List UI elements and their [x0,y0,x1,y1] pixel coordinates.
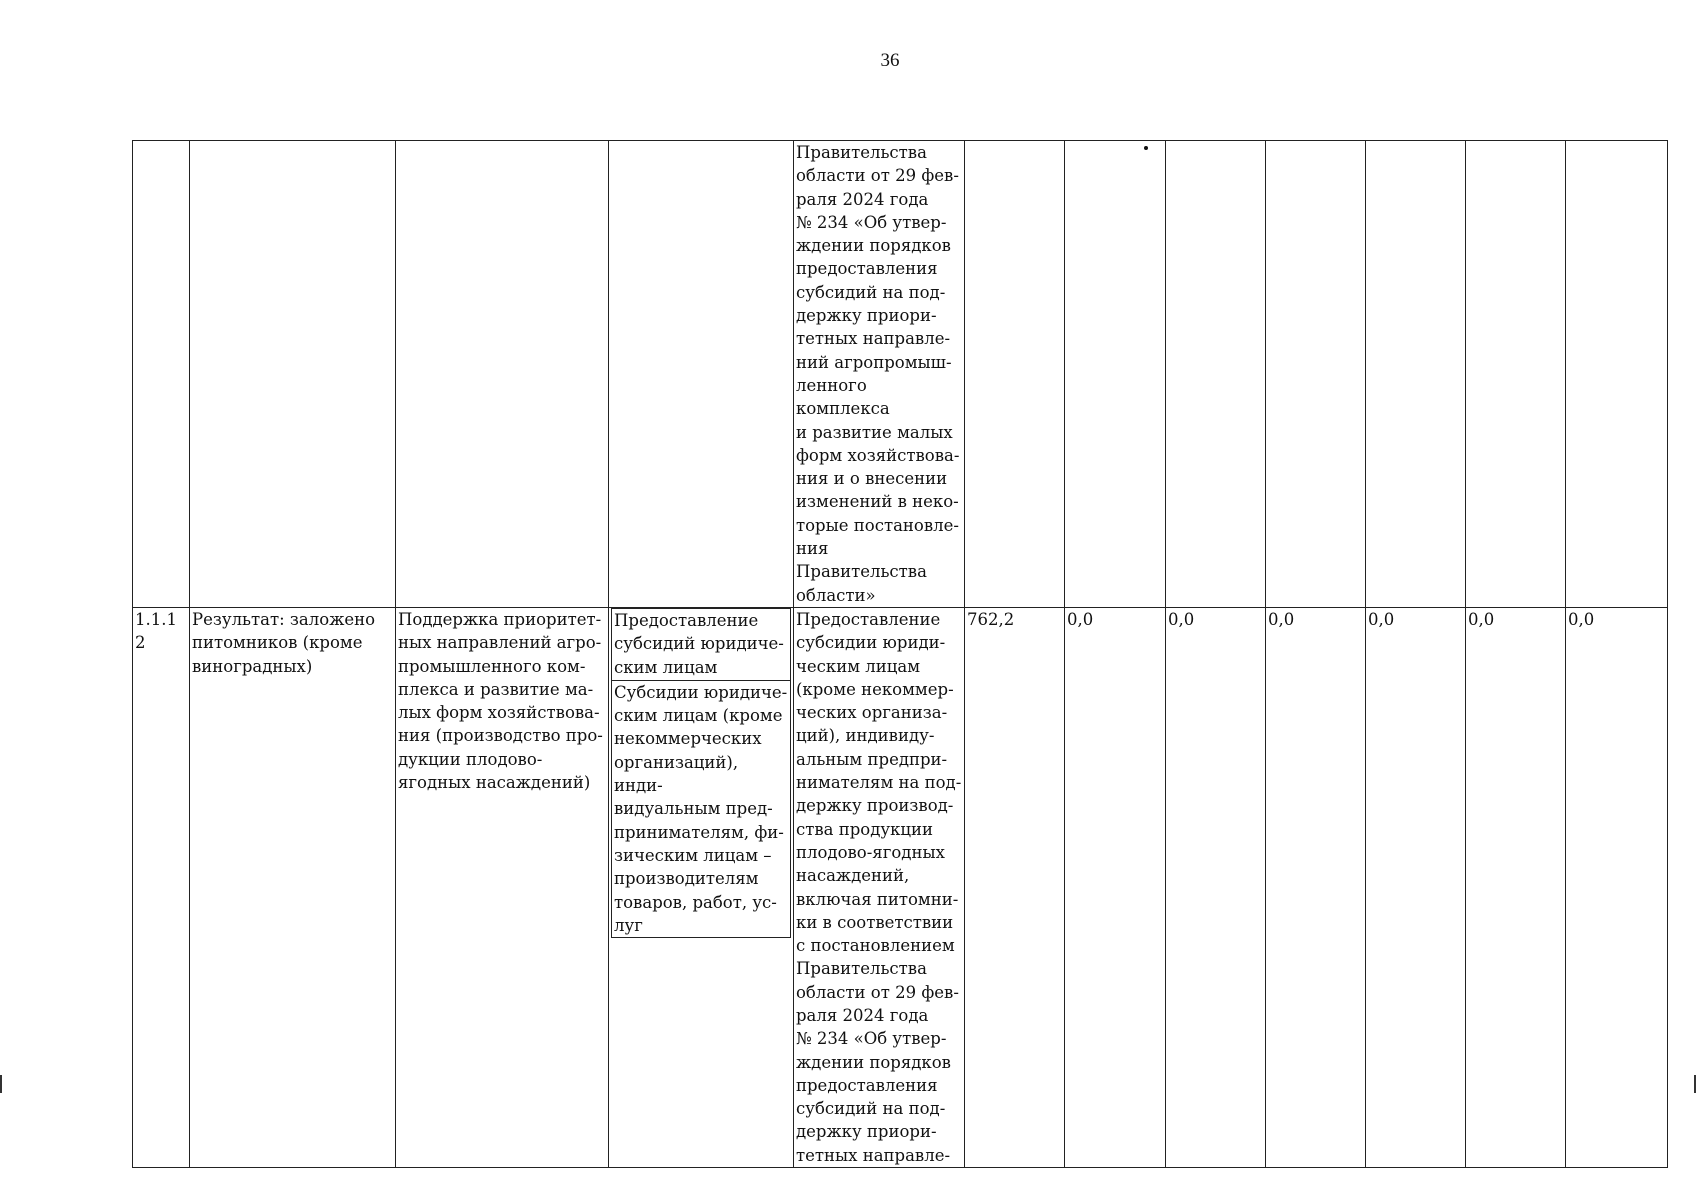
type-nested-table [611,608,791,938]
cell-type-bottom: Субсидии юридиче- ским лицам (кроме некоммерческих организаций), инди- видуальным пред- принимателям, фи- зическим лицам – производителям товаров, работ, ус- луг [612,680,791,937]
cell-value-7: 0,0 [1566,607,1668,1167]
cell-description-continuation: Правительства области от 29 фев- раля 2024 года № 234 «Об утвер- ждении порядков предоставления субсидий на под- держку приори- тетных направле- ний агропромыш- ленного комплекса и развитие малых форм хозяйствова- ния и о внесении изменений в неко- торые постановле- ния Правительства области» [794,141,965,608]
cell-type [609,607,794,1167]
cell-value-empty [1166,141,1266,608]
cell-value-6: 0,0 [1466,607,1566,1167]
cell-value-empty [965,141,1065,608]
program-table [132,140,1668,1168]
cell-value-1: 762,2 [965,607,1065,1167]
cell-num-empty [133,141,190,608]
cell-value-empty [1566,141,1668,608]
cell-value-empty [1266,141,1366,608]
cell-value-5: 0,0 [1366,607,1466,1167]
cell-value-empty [1466,141,1566,608]
cell-value-4: 0,0 [1266,607,1366,1167]
cell-value-2: 0,0 [1065,607,1166,1167]
table-row-continuation [133,141,1668,608]
cell-result-empty [190,141,396,608]
cell-type-top: Предоставление субсидий юридиче- ским лицам [612,608,791,680]
cell-direction: Поддержка приоритет- ных направлений агро- промышленного ком- плекса и развитие ма- лых форм хозяйствова- ния (производство про- дукции плодово- ягодных насаждений) [396,607,609,1167]
cell-direction-empty [396,141,609,608]
page-number: 36 [880,50,900,71]
cell-value-empty [1065,141,1166,608]
cell-value-3: 0,0 [1166,607,1266,1167]
cell-value-empty [1366,141,1466,608]
right-edge-mark [1694,1075,1696,1093]
left-edge-mark [0,1075,2,1093]
table-row-1-1-12 [133,607,1668,1167]
cell-result: Результат: заложено питомников (кроме виноградных) [190,607,396,1167]
cell-description: Предоставление субсидии юриди- ческим лицам (кроме некоммер- ческих организа- ций), индивиду- альным предпри- нимателям на под- держку производ- ства продукции плодово-ягодных насаждений, включая питомни- ки в соответствии с постановлением Правительства области от 29 фев- раля 2024 года № 234 «Об утвер- ждении порядков предоставления субсидий на под- держку приори- тетных направле- [794,607,965,1167]
cell-num: 1.1.12 [133,607,190,1167]
cell-type-empty [609,141,794,608]
